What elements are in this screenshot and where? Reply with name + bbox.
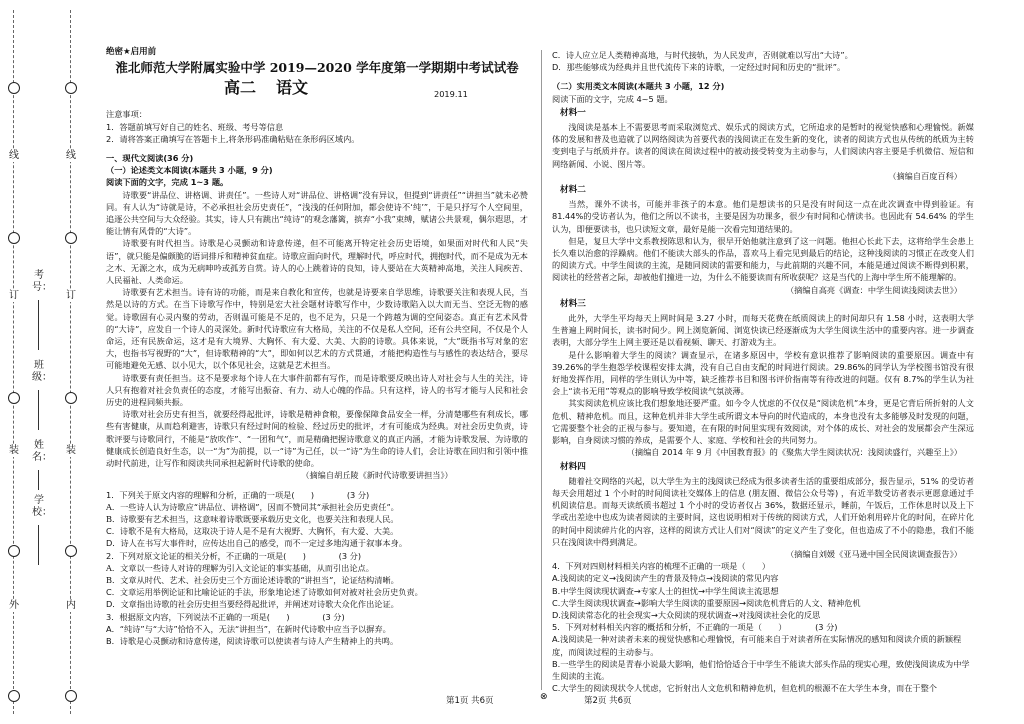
passage-paragraph: 诗歌要“讲品位、讲格调、讲责任”。一些诗人对“讲品位、讲格调”没有异议，但提到“讲责任”“讲担当”就未必赞同。有人认为“诗就是诗，不必承担社会历史责任”，“浅浅的任何附加，都会使诗不‘纯’”，于是只抒写个人空间里，追逐公共空间与大众经验。其实，诗人只有跳出“纯诗”的观念藩篱，摈弃“小我”束缚，赋诸公共景观，偶尔遐思，才能让情有风骨的“大诗”。 xyxy=(106,189,528,237)
name-field-line[interactable] xyxy=(38,470,39,490)
answer-option[interactable]: D．文章指出诗歌的社会历史担当要经得起批评，并阐述对诗歌大众化作出论证。 xyxy=(106,599,399,610)
column-divider xyxy=(541,50,542,690)
exam-date: 2019.11 xyxy=(434,89,468,100)
material-source: （摘编自 2014 年 9 月《中国教育报》的《聚焦大学生阅读状况：浅阅读盛行，兴趣至上》） xyxy=(626,447,962,458)
answer-option[interactable]: C.大学生阅读现状调查→影响大学生阅读的重要原因→阅读危机背后的人文、精神危机 xyxy=(552,597,861,608)
circle-icon xyxy=(8,82,20,94)
reading-instruction: 阅读下面的文字，完成 4~5 题。 xyxy=(552,93,673,104)
margin-mark-pack: 装 xyxy=(61,445,81,457)
margin-mark-pack: 装 xyxy=(4,445,24,457)
notes-title: 注意事项： xyxy=(106,109,147,120)
circle-icon xyxy=(8,232,20,244)
material-source: （摘编自百度百科） xyxy=(888,170,962,181)
page-number-right: 第2页 共6页 xyxy=(584,696,632,706)
circle-icon xyxy=(65,690,77,702)
margin-mark-outer: 外 xyxy=(4,600,24,612)
answer-option[interactable]: A.浅阅读的定义→浅阅读产生的背景及特点→浅阅读的常见内容 xyxy=(552,573,779,584)
circle-icon xyxy=(8,392,20,404)
answer-option[interactable]: D．诗人在书写大事件时，应传达出自己的感受，而不一定过多地沟通于叙事本身。 xyxy=(106,538,408,549)
class-field-line[interactable] xyxy=(38,390,39,430)
circle-icon xyxy=(65,232,77,244)
question-text: 1．下列关于原文内容的理解和分析，正确的一项是( ) (3 分) xyxy=(106,489,370,500)
material-title: 材料三 xyxy=(560,298,586,309)
id-field-label: 考号： xyxy=(32,270,52,293)
subject-label: 语文 xyxy=(276,78,309,98)
subject-row xyxy=(106,80,528,108)
material-title: 材料一 xyxy=(560,107,586,118)
margin-mark-inner: 内 xyxy=(61,600,81,612)
answer-option[interactable]: B．诗歌要有艺术担当，这意味着诗歌既要承载历史文化，也要关注和表现人民。 xyxy=(106,513,399,524)
material-text: 此外，大学生平均每天上网时间是 3.27 小时，而每天花费在纸质阅读上的时间却只有 1.58 小时，这表明大学生普遍上网时间长，读书时间少。网上浏览新闻、浏览快读已经逐渐成为大学生阅读生活中的重要内容。进一步调查表明，大部分学生上网主要还是以看视频、聊天、打游戏为主。 xyxy=(552,313,974,348)
question-text: 5．下列对材料相关内容的概括和分析，不正确的一项是（ ） (3 分) xyxy=(552,622,838,633)
binding-margin-inner xyxy=(60,0,82,724)
question-text: 4．下列对四则材料相关内容的梳理不正确的一项是（ ） xyxy=(552,561,771,572)
grade-label: 高二 xyxy=(224,78,257,98)
material-title: 材料二 xyxy=(560,185,586,196)
circle-icon xyxy=(65,392,77,404)
passage-paragraph: 诗歌要有艺术担当。诗有诗的功能，而是来自教化和宣传，也就是诗要来自学思维，诗歌要关注和表现人民，当然是以诗的方式。在当下诗歌写作中，特别是宏大社会题材诗歌写作中，少数诗歌陷入以大而无当、空泛无物的感觉。诗歌固有心灵内聚的劳动，否则温可能是不足的，也不足为，只是一个跨越为调的空间姿态。真正有艺术风骨的“大诗”，应发自一个诗人的灵深处。新时代诗歌应有大格局，关注的不仅是私人空间，还有公共空间，不仅是个人命运，还有民族命运，这才是有大境界、大胸怀、有大爱、大美、大韵的诗歌。具体来说，“大”既指书写对象的宏大，也指书写视野的“大”，但诗歌精神的“大”，即如何以艺术的方式贯通，才能把构造性与与感性的表达结合，要尽可能地避免无感、以小见大，以个体见社会，这就是艺术担当。 xyxy=(106,287,528,371)
name-field-label: 姓名： xyxy=(32,440,52,463)
page-number-left: 第1页 共6页 xyxy=(446,696,494,706)
circle-icon xyxy=(8,545,20,557)
answer-option[interactable]: D.浅阅读常态化的社会现实→大众阅读的现状调查→对浅阅读社会化的反思 xyxy=(552,609,821,620)
question-text: 2．下列对原文论证的相关分析，不正确的一项是( ) (3 分) xyxy=(106,550,362,561)
class-field-label: 班级： xyxy=(32,360,52,383)
margin-mark-bind: 订 xyxy=(61,290,81,302)
school-field-line[interactable] xyxy=(38,525,39,565)
answer-option[interactable]: B.中学生阅读现状调查→专家人士的担忧→中学生阅读主流思想 xyxy=(552,585,779,596)
question-text: 3．根据原文内容，下列说法不正确的一项是( ) (3 分) xyxy=(106,611,345,622)
material-text: 其实阅读危机应该比我们想象地还要严重。如今令人忧虑的不仅仅是“阅读危机”本身，更是它背后所折射的人文危机、精神危机。而且，这种危机并非大学生或所谓文本导向的时代造成的，本身也没有太多能够及时发现的问题，它需要整个社会的正视与参与。要知道，在有限的时间里实现有效阅读，对个体的成长、对社会的发展都会产生深远影响，自身阅读习惯的养成，是需要个人、家庭、学校和社会的共同努力。 xyxy=(552,398,974,446)
material-text: 是什么影响着大学生的阅读？调查显示，在诸多原因中，学校有意识推荐了影响阅读的重要原因。调查中有 39.26%的学生抱怨学校课程安排太满，没有自己自由支配的时间进行阅读。29.86%的同学认为学校图书馆没有很好地发挥作用，同样的学生则认为中等，缺乏推荐书目和图书评价指南等有待改进的问题。仅有 8.7%的学生认为社会上“读书无用”等观点的影响导致学校阅读气氛淡薄。 xyxy=(552,349,974,397)
binding-margin-outer xyxy=(4,0,24,724)
margin-mark-line: 线 xyxy=(61,150,81,162)
circle-icon xyxy=(65,545,77,557)
answer-option[interactable]: B．文章从时代、艺术、社会历史三个方面论述诗歌的“讲担当”，论证结构清晰。 xyxy=(106,574,399,585)
circle-icon xyxy=(65,82,77,94)
notes-item: 2．请将答案正确填写在答题卡上,将条形码准确粘贴在条形码区域内。 xyxy=(106,133,360,144)
answer-option[interactable]: A．“纯诗”与“大诗”恰恰不入，无法“讲担当”，在新时代诗歌中应当予以摒弃。 xyxy=(106,623,391,634)
material-text: 随着社交网络的兴起，以大学生为主的浅阅读已经成为很多读者生活的重要组成部分，报告显示，51% 的受访者每天会用超过 1 个小时的时间阅读社交媒体上的信息 (朋友圈、微信公众号等) ，有近半数受访者表示更愿意通过手机阅读信息。而每天读纸质书超过 1 个小时的受访者仅占 36%，数据还显示，睡前，午饭后，工作休息时以及上下学或出差途中也成为读者阅读的主要时间，这也说明相对于传统的阅读方式，人们开始利用碎片化的时间，在碎片化的时间中阅读碎片化的内容，这样的阅读方式让人们对“阅读”的定义产生了变化，但也造成了不小的隐患，我们不能只在浅阅读中得到满足。 xyxy=(552,475,975,547)
answer-option[interactable]: C.大学生的阅读现状令人忧虑，它折射出人文危机和精神危机，但危机的根源不在大学生本身，而在于整个 xyxy=(552,683,937,694)
reading-instruction: 阅读下面的文字，完成 1~3 题。 xyxy=(106,177,229,188)
exam-title: 淮北师范大学附属实验中学 2019—2020 学年度第一学期期中考试试卷 xyxy=(115,60,519,76)
answer-option[interactable]: B.一些学生的阅读是青春小说最大影响，他们恰恰适合于中学生不能读大部头作品的现实心理，致使浅阅读成为中学生阅读的主流。 xyxy=(552,658,970,681)
center-mark-icon: ⊗ xyxy=(540,692,548,702)
circle-icon xyxy=(8,690,20,702)
margin-mark-line: 线 xyxy=(4,150,24,162)
answer-option[interactable]: C．诗人应立足人类精神高地，与时代接轨，为人民发声，否则就难以写出“大诗”。 xyxy=(552,50,853,60)
passage-source: （摘编自胡丘陵《新时代诗歌要讲担当》） xyxy=(301,470,453,481)
school-field-label: 学校： xyxy=(32,495,52,518)
answer-option[interactable]: C．诗歌不是有大格局，这取决于诗人是不是有大视野、大胸怀，有大爱、大美。 xyxy=(106,526,399,537)
margin-mark-bind: 订 xyxy=(4,290,24,302)
answer-option[interactable]: B．诗歌是心灵颤动和诗意传递，阅读诗歌可以使读者与诗人产生精神上的共鸣。 xyxy=(106,635,399,646)
answer-option[interactable]: A．文章以一些诗人对诗的理解为引入文论证的事实基础，从而引出论点。 xyxy=(106,562,374,573)
id-field-line[interactable] xyxy=(38,300,39,350)
section-title: 一、现代文阅读(36 分) xyxy=(106,153,194,164)
answer-option[interactable]: D．那些能够成为经典并且世代流传下来的诗歌，一定经过时间和历史的“批评”。 xyxy=(552,62,846,73)
answer-option[interactable]: A.浅阅读是一种对读者未来的视觉快感和心理愉悦，有可能来自于对读者所在实际情况的感知和阅读介质的新颖程度，而阅读过程的主动参与。 xyxy=(552,634,962,657)
passage-paragraph: 诗歌要有时代担当。诗歌是心灵颤动和诗意传递，但不可能离开特定社会历史语境，如果面对时代和人民“失语”，就只能是偏颇脆的语词排斥和精神贫血症。诗歌应面向时代，理解时代，呼应时代，拥抱时代，而不是成为无本之木、无源之水，成为无病呻吟或孤芳自赏。诗人的心上跳着诗的良知，诗人要站在大英精神高地，关注人间疾苦、人民福祉、人类命运。 xyxy=(106,238,528,286)
secret-label: 绝密★启用前 xyxy=(106,47,157,57)
answer-option[interactable]: A．一些诗人认为诗歌应“讲品位、讲格调”，因而不赞同其“承担社会历史责任”。 xyxy=(106,501,399,512)
material-text: 浅阅读是基本上不需要思考而采取浏览式、娱乐式的阅读方式，它所追求的是暂时的视觉快感和心理愉悦。新媒体的发展和普及也造就了以网络阅读为首要代表的浅阅读正在发生新的变化，读者的阅读方式也从传统的纸质为主转变到电子与纸质并存。读者的阅读在阅读过程中的被动接受转变为主动参与，人们阅读内容主要是手机微信、短信和网络新闻、小说、图片等。 xyxy=(552,122,974,169)
notes-item: 1．答题前填写好自己的姓名、班级、考号等信息 xyxy=(106,121,284,132)
subsection-title: （一）论述类文本阅读(本题共 3 小题，9 分) xyxy=(106,165,273,176)
passage-paragraph: 诗歌要有责任担当。这不是要求每个诗人在大事件前都有写作，而是诗歌要反映出诗人对社会与人生的关注，诗人只有抱着对社会负责任的态度，才能写出振奋、有力、动人心魄的作品。只有这样，诗人的书写才能与人民和社会历史的进程同频共振。 xyxy=(106,372,528,408)
answer-option[interactable]: C．文章运用举例论证和比喻论证的手法，形象地论述了诗歌如何对被对社会历史负责。 xyxy=(106,587,423,598)
right-column xyxy=(552,49,974,694)
passage-paragraph: 诗歌对社会历史有担当，就要经得起批评，诗歌是精神食粮，要像保障食品安全一样，分清楚哪些有利成长，哪些有害健康，从而趋利避害，诗歌只有经过时间的检验、经过历史的批评，才有可能成为经典。对社会历史负责，诗歌评要与诗歌同行，不能是“放吹作”、“一团和气”，而是精确把握诗歌意义的真正内涵，才能为诗歌发展、为诗歌的健康成长创造良好生态，以一“为”为前提，以一“诗”为己任，以一“诗”为生命的诗人们，会让诗歌在回归和引领中推动时代前进，让写作和阅读共同承担起新时代诗歌的使命。 xyxy=(106,409,528,469)
material-source: （摘编自刘媛《亚马逊中国全民阅读调查报告》） xyxy=(785,548,962,559)
material-text: 但是，复旦大学中文系教授陈思和认为，很早开始他就注意到了这一问题。他担心长此下去，这将给学生会患上长久难以治愈的浮躁病。他们不能读大部头的作品，喜欢马上看完见到最后的结论，这种浅阅读的习惯正在改变人们的阅读方式。中学生阅读的主流，是随同阅读的需要和能力，与此前期的兴趣不同，本能是通过阅读不断得到积累，阅读社的经营者之际，却被他们撞进一边，为什么不能要读而有所收获呢？这是当代的上海中学生所不能理解的。 xyxy=(552,235,974,283)
subsection-title: （二）实用类文本阅读(本题共 3 小题，12 分) xyxy=(552,81,725,92)
material-source: （摘编自高亮《调查：中学生阅读浅阅读去世》） xyxy=(785,284,962,295)
material-title: 材料四 xyxy=(560,461,586,472)
material-text: 当然，课外不读书，可能并非孩子的本意。他们是想读书的只是没有时间这一点在此次调查中得到验证。有 81.44%的受访者认为，他们之所以不读书，主要是因为功课多，很少有时间和心情读书。也因此有 54.64% 的学生认为，即便要读书，也只读短文章，最好是能一次看完知道结果的。 xyxy=(552,199,974,234)
left-column xyxy=(106,46,528,647)
